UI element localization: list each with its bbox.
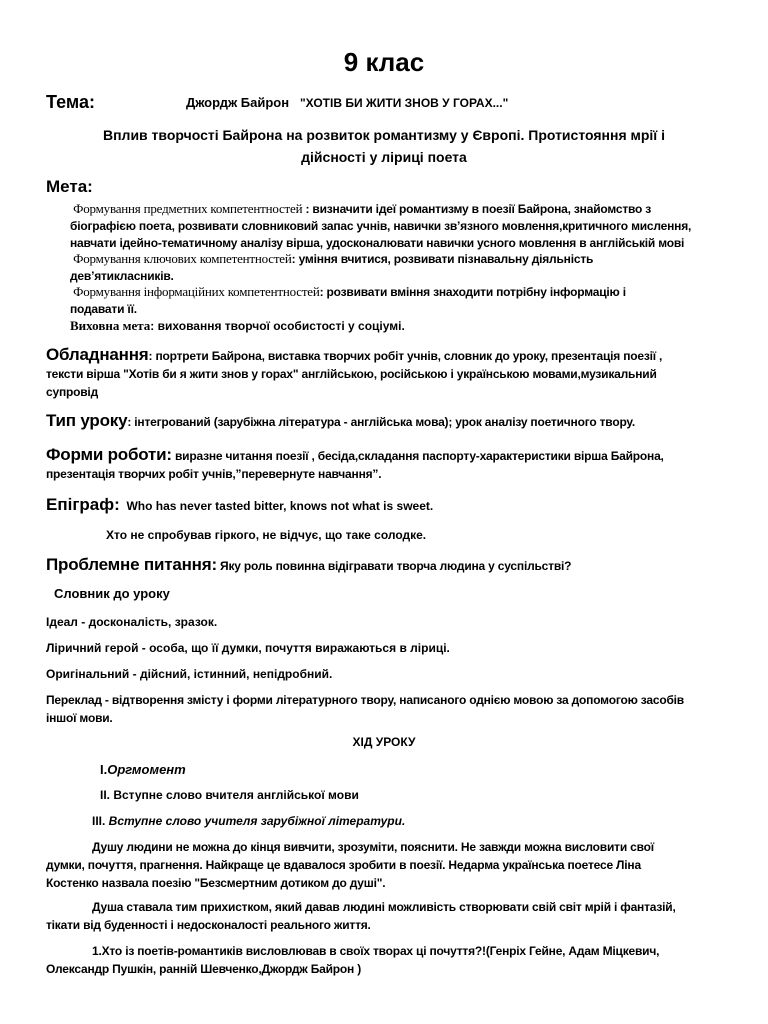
- competence-3-term: Формування інформаційних компетентностей: [73, 284, 320, 299]
- topic-author: Джордж Байрон: [186, 95, 290, 110]
- lesson-step-1: [100, 762, 186, 777]
- lesson-question-1: [46, 942, 659, 978]
- epigraph-ua: Хто не спробував гіркого, не відчує, що таке солодке.: [106, 528, 427, 542]
- glossary-item-1: Ідеал - досконалість, зразок.: [46, 615, 218, 629]
- topic-label: Тема:: [46, 92, 95, 112]
- subtitle-line-2: дійсності у ліриці поета: [301, 149, 467, 165]
- epigraph-label: Епіграф:: [46, 495, 120, 514]
- paragraph-1-line-3: Костенко назвала поезію "Безсмертним дотиком до душі".: [46, 876, 386, 890]
- equipment-section: [46, 346, 662, 401]
- lesson-type-section: [46, 412, 635, 431]
- educational-term: Виховна мета: [70, 318, 151, 333]
- problem-label: Проблемне питання:: [46, 555, 217, 574]
- competence-1-text: : визначити ідеї романтизму в поезії Байрона, знайомство з: [302, 202, 652, 216]
- work-forms-line-1: виразне читання поезії , бесіда,складання паспорту-характеристики вірша Байрона,: [171, 449, 664, 463]
- lesson-step-2: II. Вступне слово вчителя англійської мови: [100, 788, 359, 802]
- lesson-paragraph-1: [46, 838, 654, 892]
- topic-poem: "ХОТІВ БИ ЖИТИ ЗНОВ У ГОРАХ...": [299, 96, 509, 110]
- competence-2-text: : уміння вчитися, розвивати пізнавальну діяльність: [291, 252, 594, 266]
- competence-1-term: Формування предметних компетентностей: [73, 201, 303, 216]
- educational-text: : виховання творчої особистості у соціумі.: [150, 319, 405, 333]
- question-1-line-2: Олександр Пушкін, ранній Шевченко,Джордж Байрон ): [46, 962, 362, 976]
- work-forms-line-2: презентація творчих робіт учнів,”перевернуте навчання”.: [46, 467, 382, 481]
- step-3-text: Вступне слово учителя зарубіжної літератури.: [108, 814, 406, 828]
- translation-line-2: іншої мови.: [46, 711, 113, 725]
- problem-section: [46, 556, 571, 575]
- goal-competence-3: [70, 283, 626, 318]
- competence-2-term: Формування ключових компетентностей: [73, 251, 292, 266]
- glossary-item-3: Оригінальний - дійсний, істинний, непідробний.: [46, 667, 333, 681]
- lesson-subtitle: [0, 124, 768, 168]
- paragraph-2-line-2: тікати від буденності і недосконалості реального життя.: [46, 918, 371, 932]
- lesson-paragraph-2: [46, 898, 676, 934]
- glossary-title: Словник до уроку: [54, 586, 170, 601]
- page-title: 9 клас: [343, 47, 425, 77]
- problem-text: Яку роль повинна відігравати творча людина у суспільстві?: [216, 559, 572, 573]
- competence-1-line-2: біографією поета, розвивати словниковий запас учнів, навички звʼязного мовлення,критичного мислення,: [70, 219, 692, 233]
- topic-line: [186, 95, 508, 110]
- step-1-text: Оргмомент: [107, 762, 186, 777]
- equipment-line-2: тексти вірша "Хотів би я жити знов у горах" англійською, російською і українською мовами,музикальний: [46, 367, 657, 381]
- lesson-type-label: Тип уроку: [46, 411, 128, 430]
- paragraph-2-line-1: Душа ставала тим прихистком, який давав людині можливість створювати свій світ мрій і фантазій,: [92, 900, 676, 914]
- goal-educational: [70, 317, 405, 335]
- goal-competence-2: [70, 250, 593, 285]
- subtitle-line-1: Вплив творчості Байрона на розвиток романтизму у Європі. Протистояння мрії і: [102, 127, 666, 143]
- competence-3-line-2: подавати її.: [70, 302, 137, 316]
- work-forms-label: Форми роботи:: [46, 445, 172, 464]
- goal-competence-1: [70, 200, 691, 252]
- equipment-line-1: : портрети Байрона, виставка творчих робіт учнів, словник до уроку, презентація поезії ,: [148, 349, 663, 363]
- work-forms-section: [46, 446, 664, 483]
- competence-3-text: : розвивати вміння знаходити потрібну інформацію і: [319, 285, 626, 299]
- equipment-label: Обладнання: [46, 345, 149, 364]
- competence-1-line-3: навчати ідейно-тематичному аналізу вірша, удосконалювати навички усного мовлення в англійській мові: [70, 236, 685, 250]
- translation-line-1: Переклад - відтворення змісту і форми літературного твору, написаного однією мовою за допомогою засобів: [46, 693, 684, 707]
- paragraph-1-line-2: думки, почуття, прагнення. Найкраще це вдавалося зробити в поезії. Недарма українська поетесе Ліна: [46, 858, 641, 872]
- goal-label: Мета:: [46, 177, 93, 196]
- lesson-step-3: [92, 814, 405, 828]
- competence-2-line-2: девʼятикласників.: [70, 269, 174, 283]
- step-1-number: I.: [100, 762, 108, 777]
- glossary-translation: [46, 691, 684, 727]
- lesson-heading: ХІД УРОКУ: [352, 735, 416, 749]
- epigraph-section: [46, 496, 433, 515]
- question-1-line-1: 1.Хто із поетів-романтиків висловлював в своїх творах ці почуття?!(Генріх Гейне, Адам Міцкевич,: [92, 944, 660, 958]
- epigraph-en: Who has never tasted bitter, knows not what is sweet.: [126, 499, 434, 513]
- lesson-type-text: : інтегрований (зарубіжна література - англійська мова); урок аналізу поетичного твору.: [127, 415, 635, 429]
- step-3-number: III.: [92, 814, 109, 828]
- paragraph-1-line-1: Душу людини не можна до кінця вивчити, зрозуміти, пояснити. Не завжди можна висловити свої: [92, 840, 654, 854]
- equipment-line-3: супровід: [46, 385, 98, 399]
- glossary-item-2: Ліричний герой - особа, що її думки, почуття виражаються в ліриці.: [46, 641, 450, 655]
